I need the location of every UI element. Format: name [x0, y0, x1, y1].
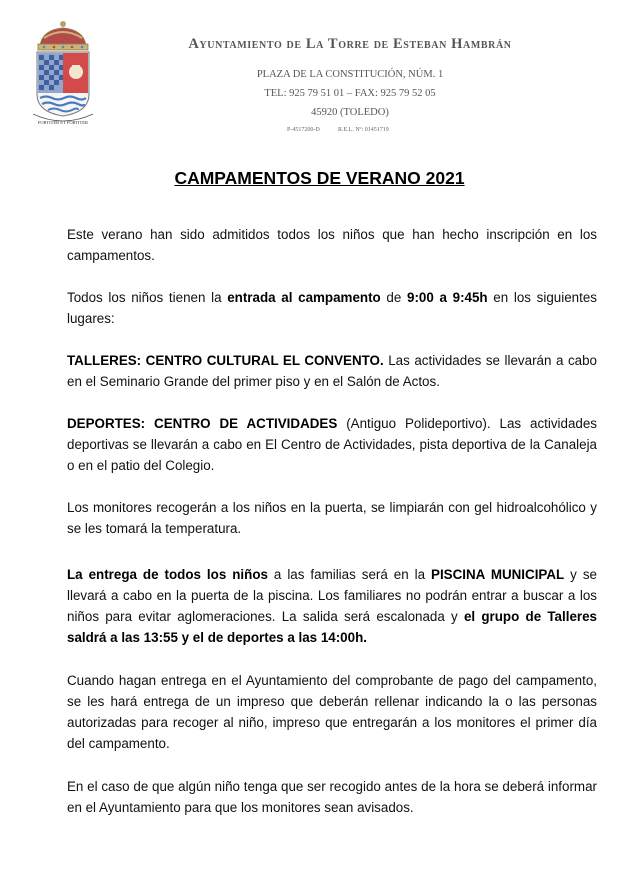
address-line: PLAZA DE LA CONSTITUCIÓN, NÚM. 1 — [256, 69, 444, 80]
postal-line: 45920 (TOLEDO) — [311, 107, 389, 118]
document-title: CAMPAMENTOS DE VERANO 2021 — [174, 168, 465, 188]
shield-icon — [37, 52, 89, 116]
paragraph-talleres: TALLERES: CENTRO CULTURAL EL CONVENTO. Las actividades se llevarán a cabo en el Seminario Grande del primer piso y en el Salón de Actos. — [67, 353, 597, 389]
phone-fax-line: TEL: 925 79 51 01 – FAX: 925 79 52 05 — [264, 88, 436, 99]
organization-name: Ayuntamiento de La Torre de Esteban Hambrán — [188, 36, 512, 52]
crown-icon — [38, 21, 88, 50]
coat-of-arms-icon — [30, 16, 96, 128]
paragraph-admission: Este verano han sido admitidos todos los niños que han hecho inscripción en los campamentos. — [67, 227, 597, 263]
paragraph-early-pickup: En el caso de que algún niño tenga que ser recogido antes de la hora se deberá informar en el Ayuntamiento para que los monitores sean avisados. — [67, 779, 597, 815]
rel-number: R.E.L. Nº: 01451719 — [338, 127, 389, 133]
crest-motto: FORTITER ET FORTITER — [37, 120, 89, 125]
paragraph-entry-time: Todos los niños tienen la entrada al campamento de 9:00 a 9:45h en los siguientes lugares: — [67, 290, 597, 326]
paragraph-deportes: DEPORTES: CENTRO DE ACTIVIDADES (Antiguo Polideportivo). Las actividades deportivas se llevarán a cabo en El Centro de Actividades, pista deportiva de la Canaleja o en el patio del Colegio. — [67, 416, 597, 473]
paragraph-pickup: La entrega de todos los niños a las familias será en la PISCINA MUNICIPAL y se llevará a cabo en la puerta de la piscina. Los familiares no podrán entrar a buscar a los niños para evitar aglomeraciones. La salida será escalonada y el grupo de Talleres saldrá a las 13:55 y el de deportes a las 14:00h. — [67, 567, 597, 645]
cif-number: P-4517200-D — [287, 127, 320, 133]
paragraph-monitors: Los monitores recogerán a los niños en la puerta, se limpiarán con gel hidroalcohólico y se les tomará la temperatura. — [67, 500, 597, 536]
paragraph-payment-proof: Cuando hagan entrega en el Ayuntamiento del comprobante de pago del campamento, se les hará entrega de un impreso que deberán rellenar indicando la o las personas autorizadas para recoger al niño, impreso que entregarán a los monitores el primer día del campamento. — [67, 673, 597, 751]
